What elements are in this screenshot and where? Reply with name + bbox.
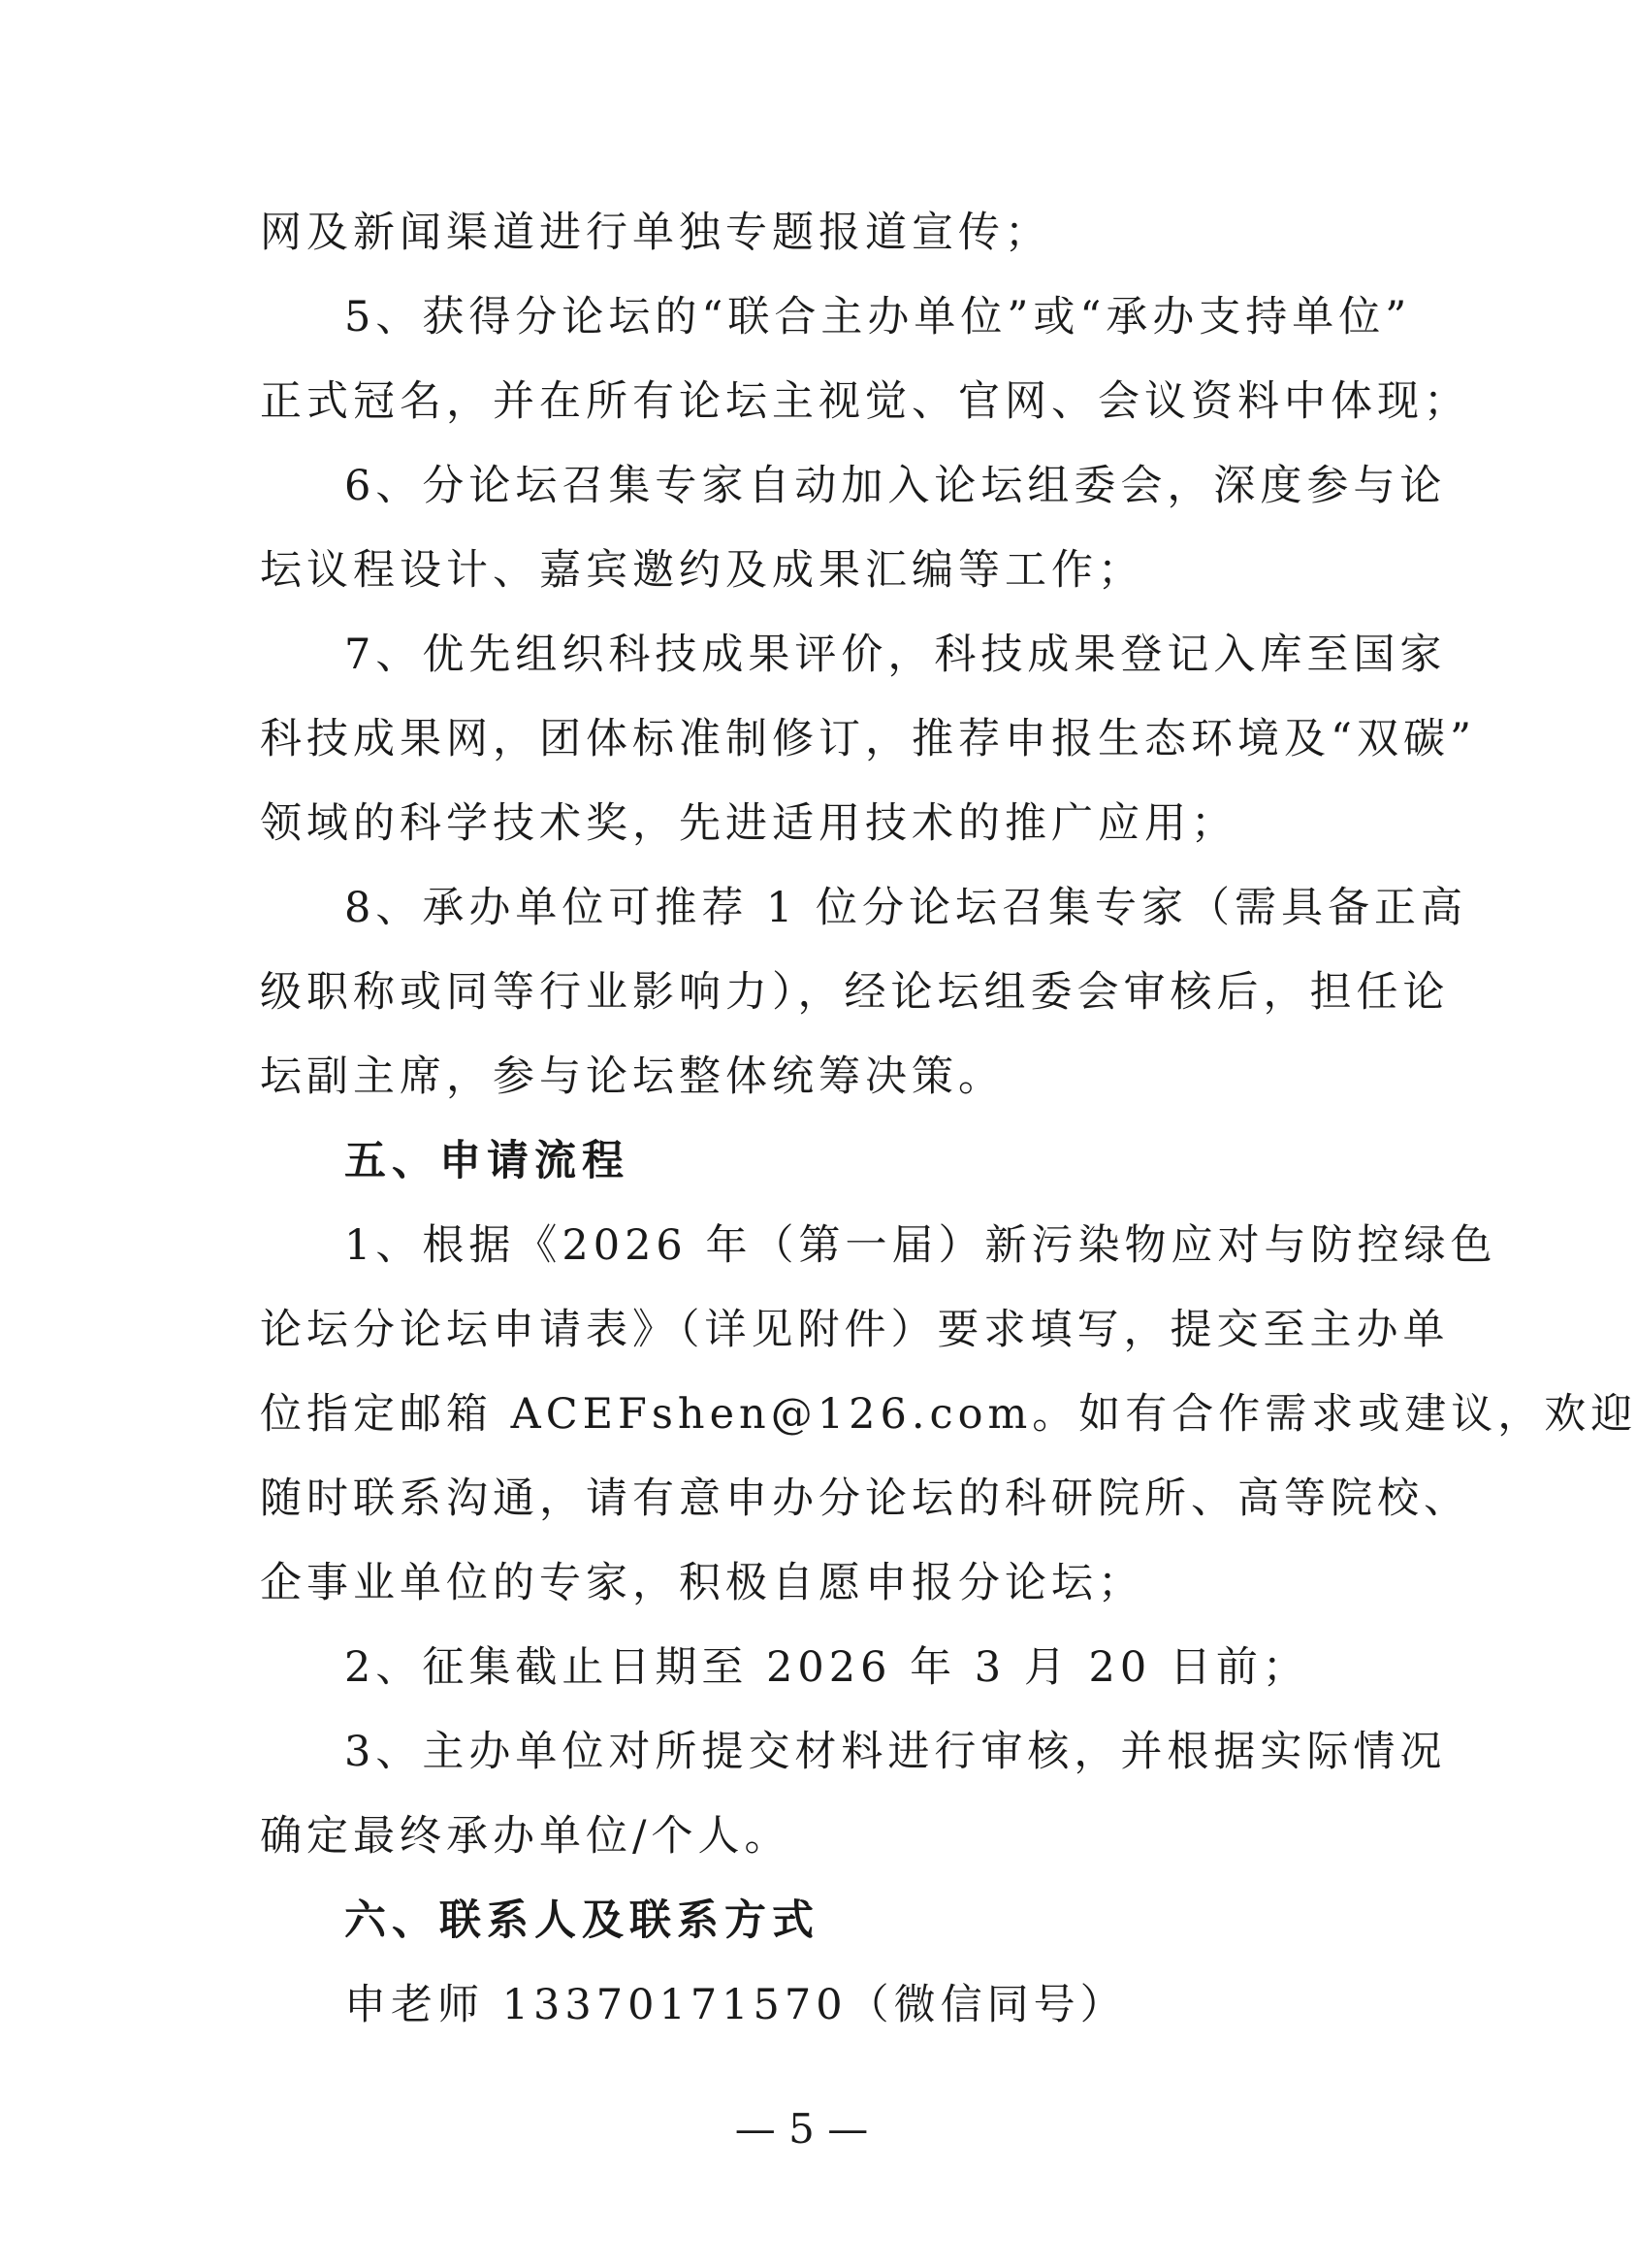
text-line-16: 企事业单位的专家，积极自愿申报分论坛；	[260, 1559, 1144, 1607]
text-line-14: 位指定邮箱 ACEFshen@126.com。如有合作需求或建议，欢迎	[260, 1390, 1637, 1439]
text-line-4: 6、分论坛召集专家自动加入论坛组委会，深度参与论	[344, 462, 1447, 510]
text-line-7: 科技成果网，团体标准制修订，推荐申报生态环境及“双碳”	[260, 715, 1476, 763]
text-line-8: 领域的科学技术奖，先进适用技术的推广应用；	[260, 799, 1237, 848]
text-line-13: 论坛分论坛申请表》（详见附件）要求填写，提交至主办单	[260, 1306, 1450, 1354]
page-number: — 5 —	[734, 2105, 869, 2153]
text-line-5: 坛议程设计、嘉宾邀约及成果汇编等工作；	[260, 546, 1144, 595]
text-line-18: 3、主办单位对所提交材料进行审核，并根据实际情况	[344, 1728, 1447, 1776]
text-line-10: 级职称或同等行业影响力），经论坛组委会审核后，担任论	[260, 968, 1450, 1017]
text-line-19: 确定最终承办单位/个人。	[260, 1812, 791, 1861]
text-line-12: 1、根据《2026 年（第一届）新污染物应对与防控绿色	[344, 1221, 1497, 1270]
text-line-3: 正式冠名，并在所有论坛主视觉、官网、会议资料中体现；	[260, 377, 1470, 426]
section-heading-5: 五、申请流程	[344, 1137, 629, 1185]
text-line-1: 网及新闻渠道进行单独专题报道宣传；	[260, 209, 1051, 257]
text-line-15: 随时联系沟通，请有意申办分论坛的科研院所、高等院校、	[260, 1474, 1470, 1523]
section-heading-6: 六、联系人及联系方式	[344, 1896, 819, 1945]
text-line-2: 5、获得分论坛的“联合主办单位”或“承办支持单位”	[344, 293, 1412, 341]
text-line-17: 2、征集截止日期至 2026 年 3 月 20 日前；	[344, 1643, 1309, 1692]
text-line-11: 坛副主席，参与论坛整体统筹决策。	[260, 1053, 1005, 1101]
contact-line: 申老师 13370171570（微信同号）	[344, 1981, 1127, 2029]
text-line-6: 7、优先组织科技成果评价，科技成果登记入库至国家	[344, 631, 1447, 679]
text-line-9: 8、承办单位可推荐 1 位分论坛召集专家（需具备正高	[344, 884, 1468, 932]
